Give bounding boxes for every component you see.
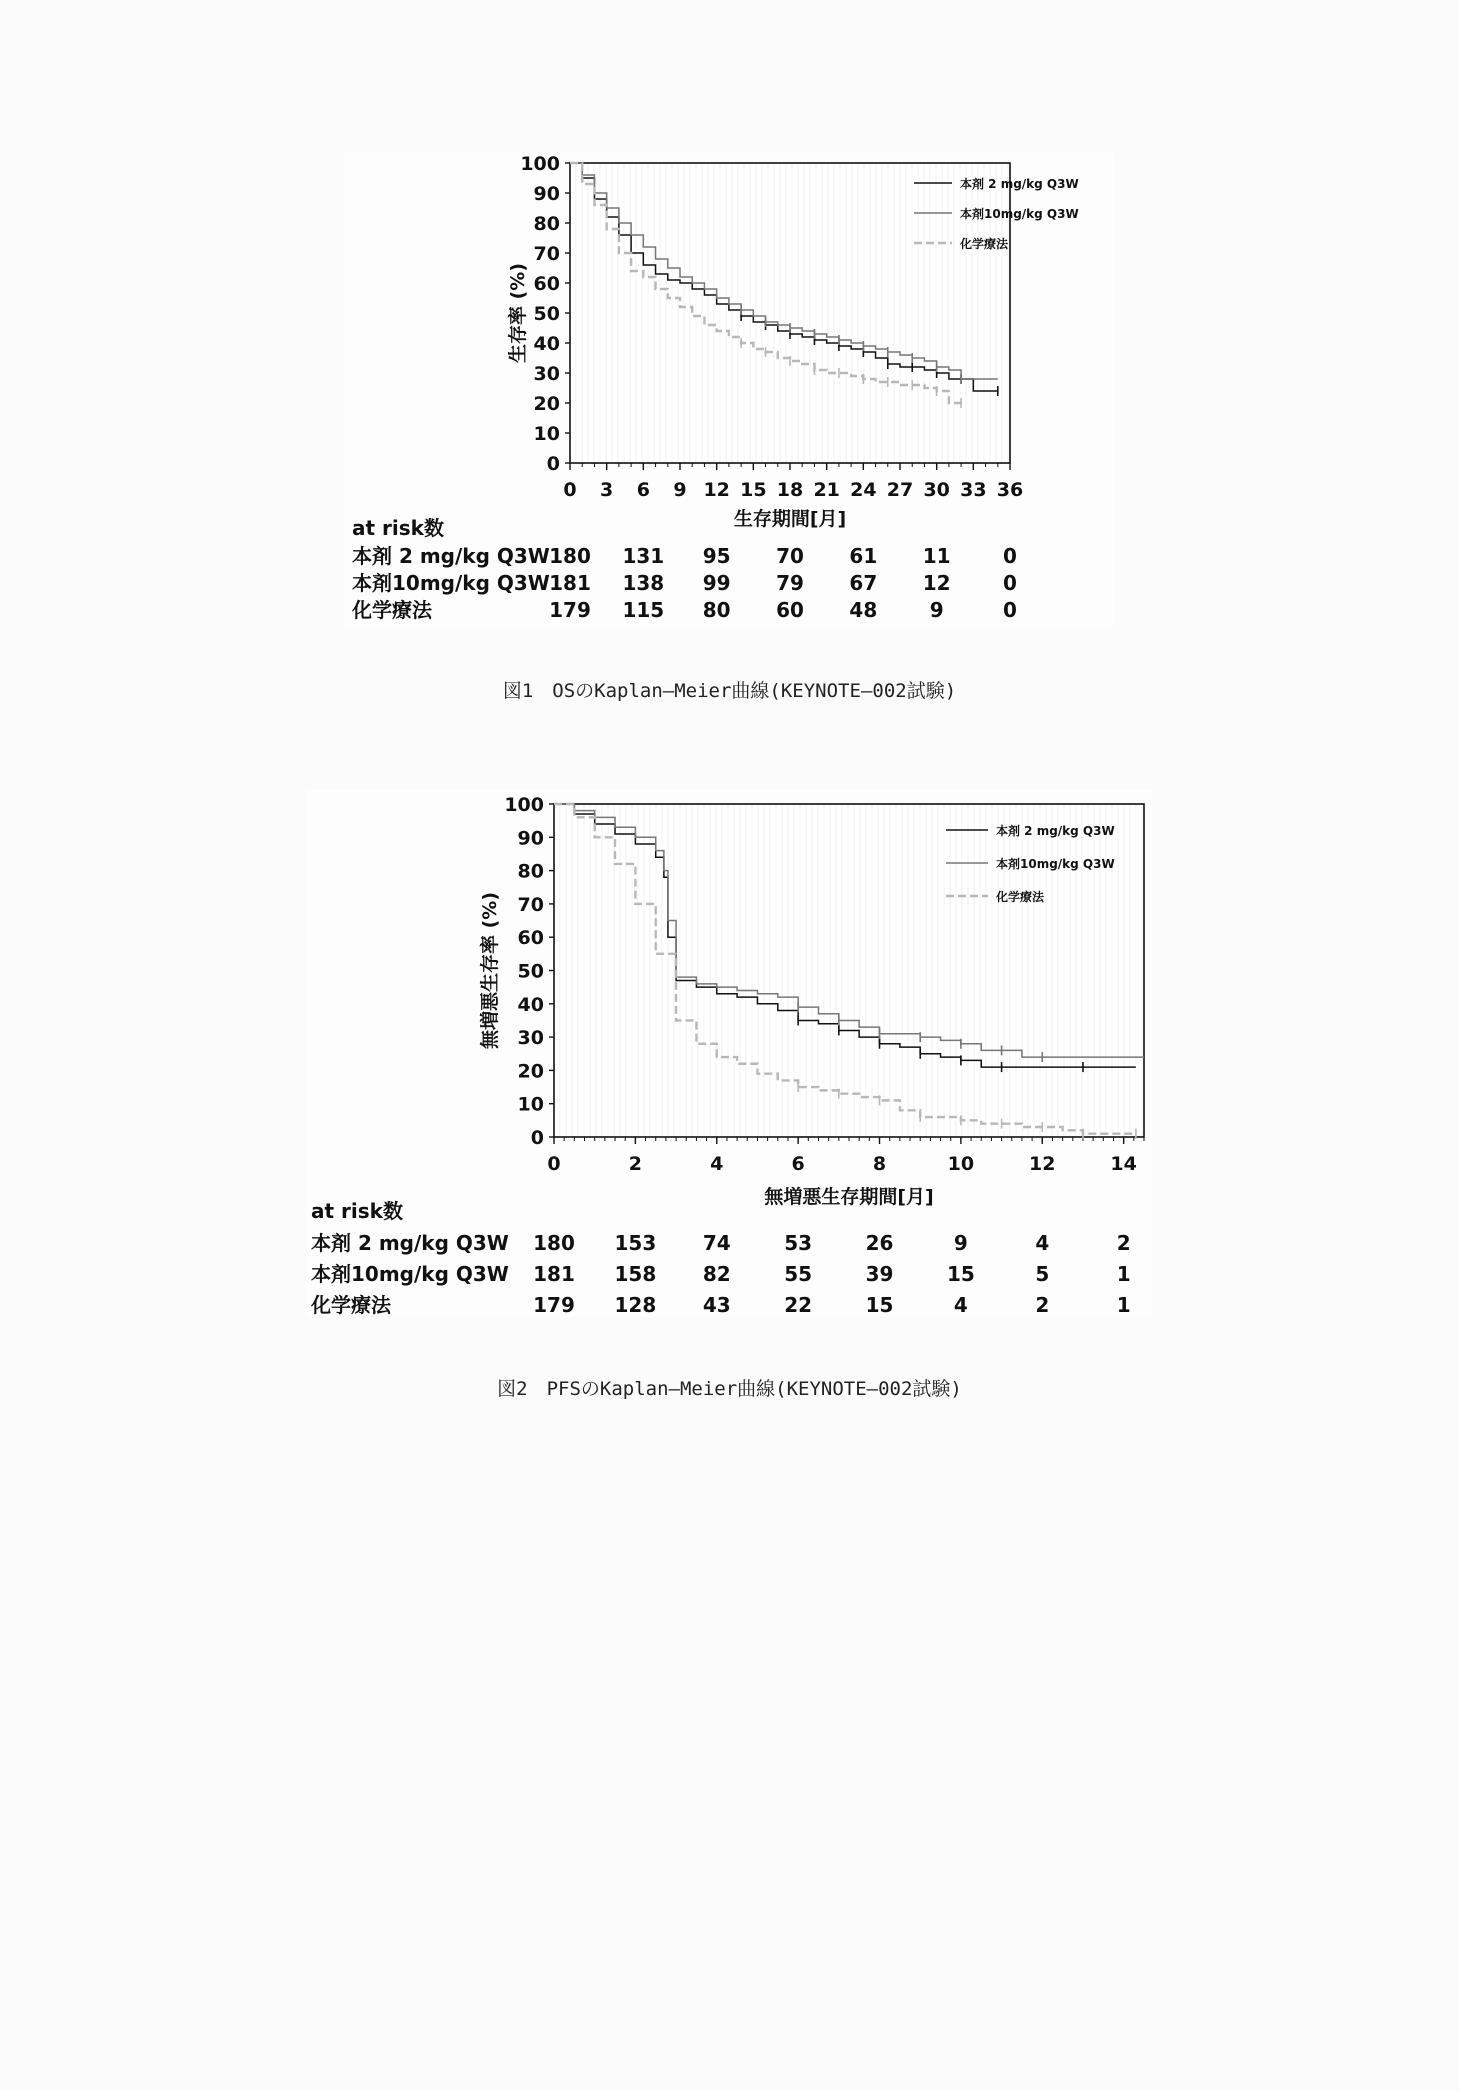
at-risk-count: 15 (865, 1293, 894, 1317)
at-risk-count: 55 (784, 1262, 813, 1286)
plot-area (554, 804, 1144, 1137)
at-risk-count: 61 (849, 544, 878, 568)
x-tick-label: 18 (776, 479, 804, 501)
at-risk-count: 180 (549, 544, 591, 568)
at-risk-count: 2 (1116, 1231, 1131, 1255)
y-tick-label: 70 (517, 893, 544, 916)
y-tick-label: 50 (517, 960, 544, 983)
y-tick-label: 70 (533, 243, 560, 265)
at-risk-count: 179 (549, 598, 591, 622)
figure2-caption: 図2 PFSのKaplan―Meier曲線(KEYNOTE―002試験) (497, 1378, 962, 1400)
y-tick-label: 30 (533, 363, 560, 385)
x-tick-label: 0 (547, 1153, 561, 1175)
at-risk-count: 70 (776, 544, 804, 568)
at-risk-count: 115 (622, 598, 665, 622)
at-risk-count: 95 (702, 544, 731, 568)
at-risk-count: 0 (1003, 544, 1017, 568)
at-risk-count: 1 (1116, 1262, 1131, 1286)
x-tick-label: 2 (628, 1153, 642, 1175)
x-tick-label: 33 (960, 479, 987, 501)
at-risk-count: 26 (865, 1231, 894, 1255)
x-tick-label: 15 (740, 479, 767, 501)
at-risk-count: 74 (702, 1231, 731, 1255)
x-tick-label: 12 (703, 479, 730, 501)
x-tick-label: 9 (673, 479, 687, 501)
at-risk-count: 9 (929, 598, 944, 622)
at-risk-title: at risk数 (311, 1199, 403, 1223)
at-risk-count: 11 (922, 544, 951, 568)
legend-label-3: 化学療法 (996, 890, 1045, 904)
y-tick-label: 100 (520, 153, 560, 175)
at-risk-count: 153 (614, 1231, 657, 1255)
at-risk-count: 128 (614, 1293, 657, 1317)
at-risk-row-label: 化学療法 (352, 598, 432, 622)
x-tick-label: 0 (563, 479, 577, 501)
legend-label-3: 化学療法 (960, 237, 1009, 251)
at-risk-count: 39 (865, 1262, 894, 1286)
x-tick-label: 27 (886, 479, 914, 501)
y-tick-label: 80 (533, 213, 560, 235)
at-risk-count: 22 (784, 1293, 813, 1317)
y-tick-label: 0 (546, 453, 560, 475)
x-tick-label: 6 (791, 1153, 805, 1175)
at-risk-count: 9 (953, 1231, 968, 1255)
at-risk-count: 4 (1035, 1231, 1050, 1255)
x-tick-label: 6 (636, 479, 650, 501)
at-risk-count: 4 (953, 1293, 968, 1317)
at-risk-count: 181 (549, 571, 591, 595)
x-tick-label: 8 (872, 1153, 887, 1175)
at-risk-row-label: 本剤 2 mg/kg Q3W (352, 544, 550, 568)
at-risk-count: 0 (1003, 571, 1017, 595)
at-risk-count: 158 (614, 1262, 657, 1286)
at-risk-row-label: 化学療法 (311, 1293, 391, 1317)
pfs-kaplan-meier-figure (306, 790, 1152, 1317)
at-risk-count: 79 (776, 571, 804, 595)
at-risk-count: 48 (849, 598, 878, 622)
at-risk-count: 12 (922, 571, 951, 595)
at-risk-title: at risk数 (352, 516, 444, 540)
y-tick-label: 60 (533, 273, 560, 295)
y-tick-label: 100 (504, 794, 544, 816)
at-risk-count: 179 (533, 1293, 575, 1317)
y-tick-label: 80 (517, 860, 544, 883)
at-risk-count: 138 (622, 571, 665, 595)
at-risk-count: 181 (533, 1262, 575, 1286)
at-risk-count: 60 (776, 598, 804, 622)
at-risk-row-label: 本剤 2 mg/kg Q3W (311, 1231, 509, 1255)
legend-label-2: 本剤10mg/kg Q3W (996, 857, 1115, 871)
legend-label-1: 本剤 2 mg/kg Q3W (960, 177, 1079, 191)
x-tick-label: 12 (1029, 1153, 1056, 1175)
y-tick-label: 90 (517, 827, 544, 850)
at-risk-count: 15 (946, 1262, 975, 1286)
y-axis-label: 生存率 (%) (507, 262, 529, 364)
y-axis-label: 無増悪生存率 (%) (479, 891, 501, 1050)
x-tick-label: 24 (850, 479, 877, 501)
at-risk-count: 131 (622, 544, 665, 568)
y-tick-label: 90 (533, 183, 560, 205)
at-risk-row-label: 本剤10mg/kg Q3W (352, 571, 550, 595)
at-risk-count: 2 (1035, 1293, 1050, 1317)
y-tick-label: 0 (530, 1127, 544, 1149)
y-tick-label: 10 (533, 423, 560, 445)
os-kaplan-meier-figure (344, 153, 1114, 628)
at-risk-row-label: 本剤10mg/kg Q3W (311, 1262, 509, 1286)
at-risk-count: 53 (784, 1231, 813, 1255)
at-risk-count: 1 (1116, 1293, 1131, 1317)
at-risk-count: 43 (702, 1293, 731, 1317)
y-tick-label: 20 (533, 393, 560, 415)
y-tick-label: 40 (533, 333, 560, 355)
y-tick-label: 60 (517, 927, 544, 950)
legend-label-1: 本剤 2 mg/kg Q3W (996, 824, 1115, 838)
x-tick-label: 14 (1110, 1153, 1137, 1175)
at-risk-count: 0 (1003, 598, 1017, 622)
figure1-caption: 図1 OSのKaplan―Meier曲線(KEYNOTE―002試験) (502, 680, 957, 702)
y-tick-label: 40 (517, 993, 544, 1016)
y-tick-label: 20 (517, 1060, 544, 1083)
at-risk-count: 99 (702, 571, 731, 595)
x-tick-label: 30 (923, 479, 950, 501)
x-tick-label: 3 (600, 479, 614, 501)
at-risk-count: 82 (702, 1262, 731, 1286)
x-tick-label: 4 (710, 1153, 724, 1175)
x-tick-label: 36 (996, 479, 1024, 501)
os-chart (344, 153, 1114, 628)
x-tick-label: 10 (947, 1153, 975, 1175)
at-risk-count: 180 (533, 1231, 575, 1255)
at-risk-count: 67 (849, 571, 878, 595)
x-tick-label: 21 (813, 479, 840, 501)
y-tick-label: 50 (533, 303, 560, 325)
x-axis-label: 生存期間[月] (733, 508, 847, 530)
y-tick-label: 30 (517, 1027, 544, 1050)
at-risk-count: 80 (702, 598, 731, 622)
x-axis-label: 無増悪生存期間[月] (764, 1186, 934, 1208)
at-risk-count: 5 (1035, 1262, 1050, 1286)
y-tick-label: 10 (517, 1093, 544, 1116)
legend-label-2: 本剤10mg/kg Q3W (960, 207, 1079, 221)
pfs-chart (306, 790, 1152, 1317)
